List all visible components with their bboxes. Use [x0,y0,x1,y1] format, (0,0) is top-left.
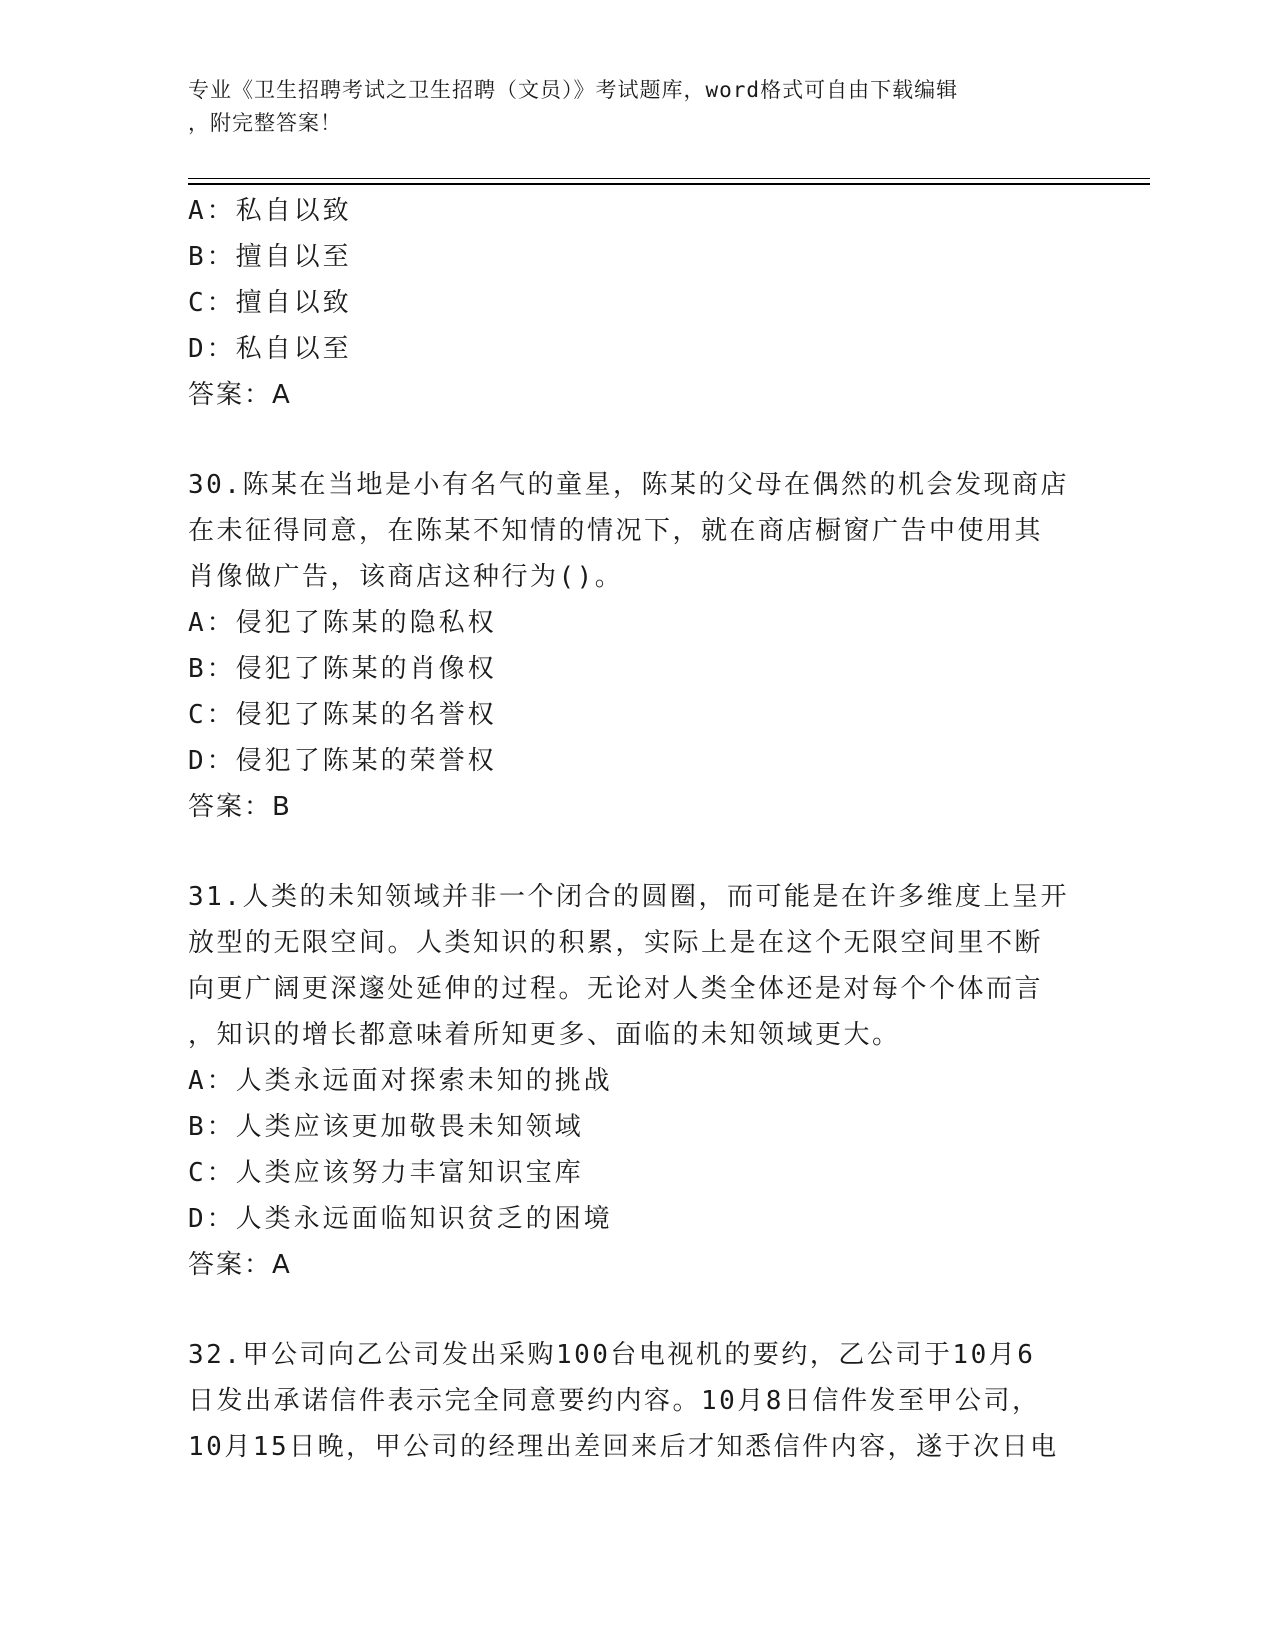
option-b: B：侵犯了陈某的肖像权 [188,654,497,684]
question-30 [188,462,1088,830]
answer: 答案：A [188,1250,292,1280]
option-a: A：私自以致 [188,196,352,226]
question-gap [188,418,1088,462]
option-c: C：人类应该努力丰富知识宝库 [188,1158,584,1188]
question-line: 10月15日晚，甲公司的经理出差回来后才知悉信件内容，遂于次日电 [188,1432,1059,1462]
question-line: 放型的无限空间。人类知识的积累，实际上是在这个无限空间里不断 [188,928,1044,958]
option-b: B：擅自以至 [188,242,352,272]
question-line: 32.甲公司向乙公司发出采购100台电视机的要约，乙公司于10月6 [188,1340,1036,1370]
question-29 [188,188,1088,418]
option-c: C：擅自以致 [188,288,352,318]
answer: 答案：A [188,380,292,410]
option-a: A：侵犯了陈某的隐私权 [188,608,497,638]
question-list [188,188,1088,1470]
question-line: ，知识的增长都意味着所知更多、面临的未知领域更大。 [188,1020,901,1050]
question-line: 肖像做广告，该商店这种行为()。 [188,562,624,592]
question-gap [188,1288,1088,1332]
question-gap [188,830,1088,874]
question-line: 向更广阔更深邃处延伸的过程。无论对人类全体还是对每个个体而言 [188,974,1044,1004]
option-d: D：侵犯了陈某的荣誉权 [188,746,497,776]
question-32 [188,1332,1088,1470]
header-line-2: ，附完整答案！ [188,111,342,135]
question-text [188,874,1088,1058]
question-line: 30.陈某在当地是小有名气的童星，陈某的父母在偶然的机会发现商店 [188,470,1069,500]
option-a: A：人类永远面对探索未知的挑战 [188,1066,613,1096]
option-d: D：私自以至 [188,334,352,364]
question-line: 31.人类的未知领域并非一个闭合的圆圈，而可能是在许多维度上呈开 [188,882,1069,912]
option-d: D：人类永远面临知识贫乏的困境 [188,1204,613,1234]
question-text [188,1332,1088,1470]
document-header [188,74,1078,140]
question-31 [188,874,1088,1288]
header-divider-thick [188,183,1150,185]
answer: 答案：B [188,792,292,822]
header-line-1: 专业《卫生招聘考试之卫生招聘（文员）》考试题库，word格式可自由下载编辑 [188,78,959,102]
option-c: C：侵犯了陈某的名誉权 [188,700,497,730]
question-line: 在未征得同意，在陈某不知情的情况下，就在商店橱窗广告中使用其 [188,516,1044,546]
question-line: 日发出承诺信件表示完全同意要约内容。10月8日信件发至甲公司， [188,1386,1041,1416]
question-text [188,462,1088,600]
header-divider-thin [188,178,1150,179]
option-b: B：人类应该更加敬畏未知领域 [188,1112,584,1142]
